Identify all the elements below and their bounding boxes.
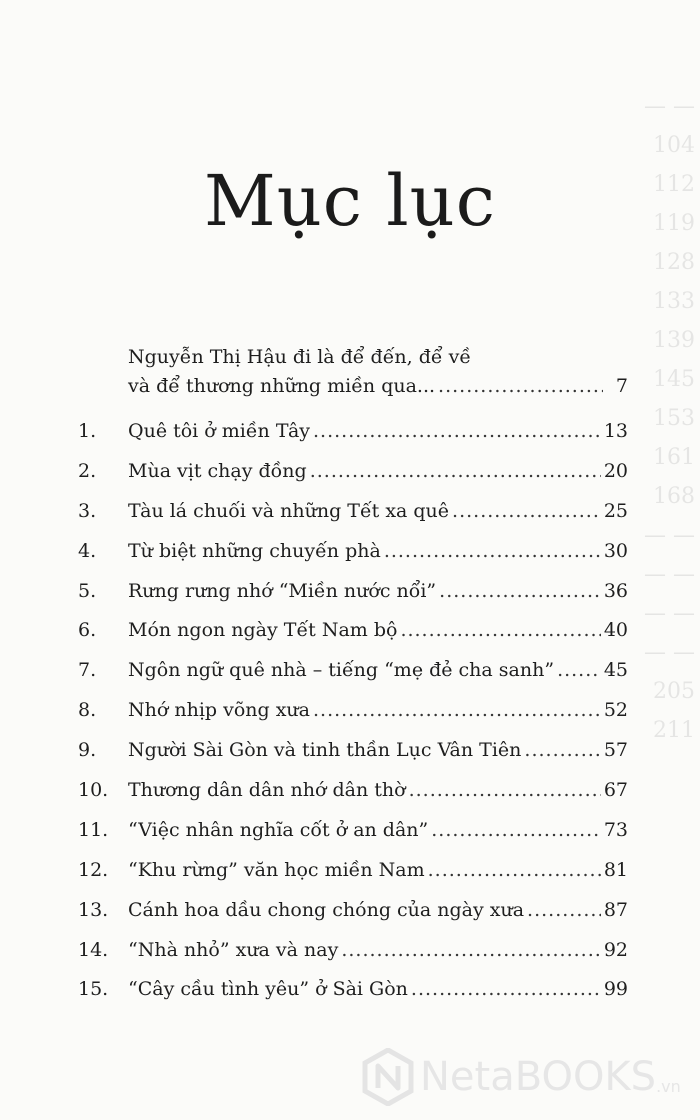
dot-leader [411,978,601,1000]
toc-number: 14. [78,938,109,961]
dot-leader [313,699,601,721]
toc-page: 20 [603,459,628,482]
dot-leader [438,372,603,401]
toc-page: 99 [603,978,628,1001]
toc-page: 92 [603,938,628,961]
toc-page: 67 [603,779,628,802]
toc-number: 5. [78,579,97,602]
toc-number: 10. [78,779,109,802]
toc-page: 13 [603,420,628,442]
toc-number: 6. [78,619,97,642]
table-of-contents [78,420,628,1018]
page-title: Mục lục [204,160,496,242]
dot-leader [341,939,600,961]
toc-row [78,540,628,580]
toc-row [78,580,628,620]
dot-leader [310,460,601,482]
toc-page: 25 [603,499,628,522]
toc-page: 73 [603,818,628,841]
intro-entry [128,343,628,401]
toc-page: 40 [603,619,628,642]
toc-title: Ngôn ngữ quê nhà – tiếng “mẹ đẻ cha sanh” [128,659,555,682]
toc-title: Tàu lá chuối và những Tết xa quê [128,499,450,522]
toc-title: Cánh hoa dầu chong chóng của ngày xưa [128,898,525,921]
toc-page: 81 [603,858,628,881]
dot-leader [452,500,601,522]
dot-leader [384,540,601,562]
toc-title: “Cây cầu tình yêu” ở Sài Gòn [128,978,408,1001]
hexagon-n-logo-icon [362,1048,414,1106]
dot-leader [409,779,601,801]
toc-number: 1. [78,420,97,442]
toc-page: 36 [603,579,628,602]
toc-row [78,420,628,460]
toc-number: 4. [78,539,97,562]
toc-number: 9. [78,739,97,762]
toc-number: 12. [78,858,109,881]
toc-row [78,619,628,659]
dot-leader [428,859,601,881]
dot-leader [431,819,601,841]
toc-number: 3. [78,499,97,522]
toc-title: “Việc nhân nghĩa cốt ở an dân” [128,818,429,841]
toc-row [78,859,628,899]
dot-leader [524,739,600,761]
toc-row [78,699,628,739]
toc-title: Từ biệt những chuyến phà [128,539,381,562]
show-through-decoration: — — 104 112 119 128 133 139 145 153 161 168 — — — — — — — — 205 211 [644,94,695,743]
dot-leader [557,659,601,681]
toc-row [78,819,628,859]
dot-leader [313,420,601,442]
toc-number: 15. [78,978,109,1001]
toc-number: 11. [78,818,109,841]
intro-entry-line2: và để thương những miền qua... [128,375,436,397]
toc-page: 52 [603,699,628,722]
toc-row [78,739,628,779]
toc-page: 30 [603,539,628,562]
toc-title: Thương dân dân nhớ dân thờ [128,779,406,802]
toc-row [78,939,628,979]
toc-page: 45 [603,659,628,682]
toc-number: 2. [78,459,97,482]
toc-title: Quê tôi ở miền Tây [128,420,311,442]
toc-number: 8. [78,699,97,722]
toc-row [78,460,628,500]
toc-title: Mùa vịt chạy đồng [128,459,307,482]
toc-row [78,779,628,819]
watermark-suffix: .vn [656,1076,681,1096]
toc-number: 7. [78,659,97,682]
toc-title: “Nhà nhỏ” xưa và nay [128,938,339,961]
toc-title: Món ngon ngày Tết Nam bộ [128,619,398,642]
toc-title: “Khu rừng” văn học miền Nam [128,858,425,881]
toc-page: 87 [603,898,628,921]
toc-number: 13. [78,898,109,921]
toc-title: Rưng rưng nhớ “Miền nước nổi” [128,579,437,602]
intro-entry-page: 7 [615,375,628,397]
toc-row [78,500,628,540]
toc-row [78,899,628,939]
toc-title: Người Sài Gòn và tinh thần Lục Vân Tiên [128,739,522,762]
watermark-brand: NetaBOOKS [420,1054,657,1100]
netabooks-watermark [362,1042,682,1112]
dot-leader [527,899,601,921]
dot-leader [400,619,600,641]
dot-leader [439,580,601,602]
intro-entry-line1: Nguyễn Thị Hậu đi là để đến, để về [128,346,472,368]
toc-page: 57 [603,739,628,762]
toc-title: Nhớ nhịp võng xưa [128,699,310,722]
toc-row [78,659,628,699]
toc-row [78,978,628,1018]
